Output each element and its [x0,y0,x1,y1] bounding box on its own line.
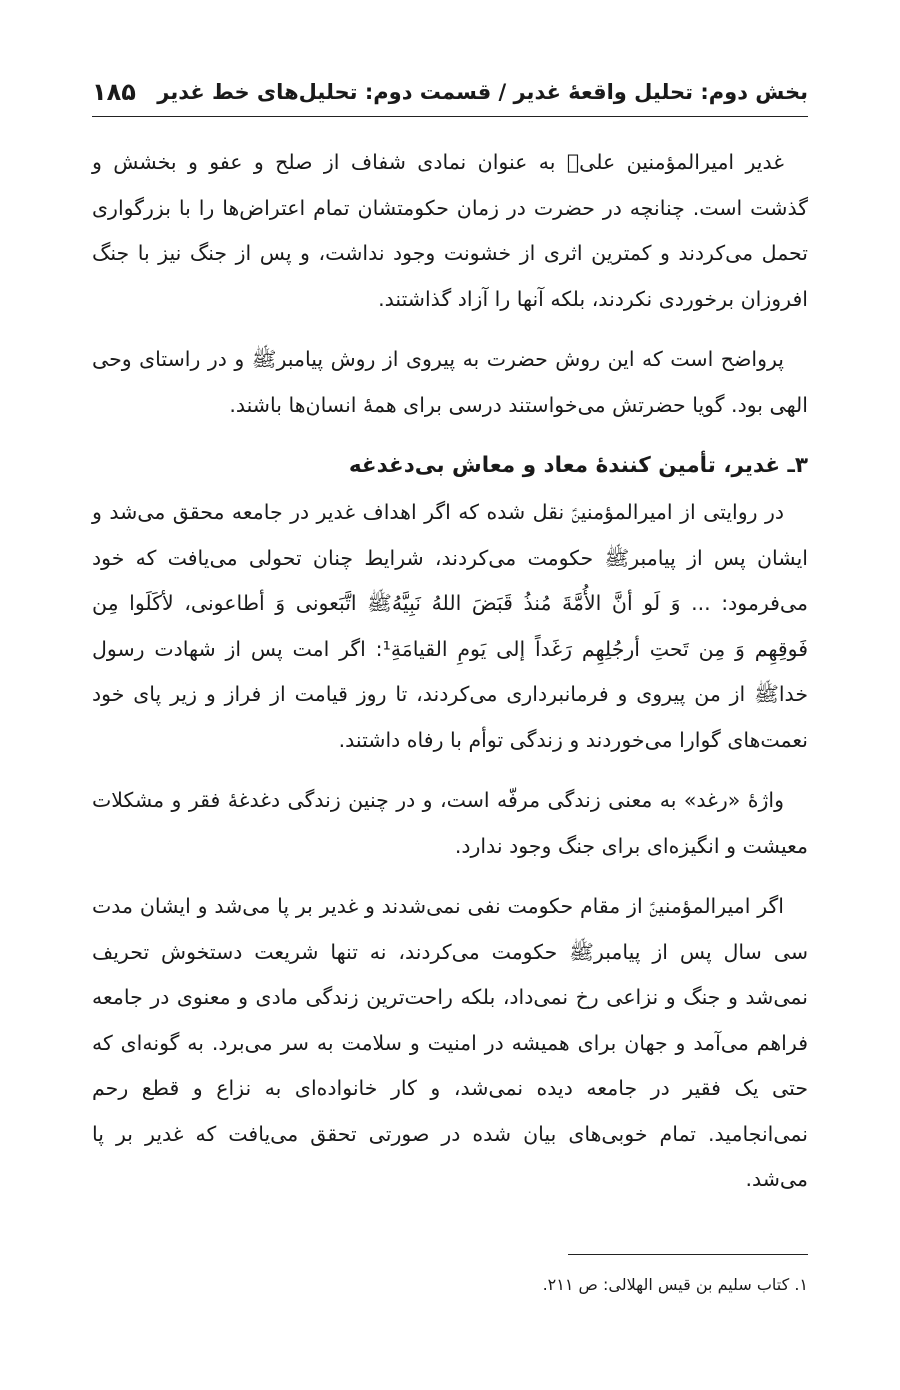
running-head: بخش دوم: تحلیل واقعهٔ غدیر / قسمت دوم: تحلیل‌های خط غدیر [157,80,808,104]
page-header [92,68,808,117]
footnote: ۱. کتاب سلیم بن قیس الهلالی: ص ۲۱۱. [542,1275,808,1294]
footnote-divider [568,1254,808,1255]
section-heading: ۳ـ غدیر، تأمین کنندهٔ معاد و معاش بی‌دغدغه [348,453,808,478]
paragraph: اگر امیرالمؤمنینؑ از مقام حکومت نفی نمی‌شدند و غدیر بر پا می‌شد و ایشان مدت سی سال پس از پیامبرﷺ حکومت می‌کردند، نه تنها شریعت دستخوش تحریف نمی‌شد و جنگ و نزاعی رخ نمی‌داد، بلکه راحت‌ترین زندگی مادی و معنوی در جامعه فراهم می‌آمد و جهان برای همیشه در امنیت و سلامت به سر می‌برد. به گونه‌ای که حتی یک فقیر در جامعه دیده نمی‌شد، و کار خانواده‌ای به نزاع و قطع رحم نمی‌انجامید. تمام خوبی‌های بیان شده در صورتی تحقق می‌یافت که غدیر بر پا می‌شد. [92,894,808,1191]
paragraph: در روایتی از امیرالمؤمنینؑ نقل شده که اگر اهداف غدیر در جامعه محقق می‌شد و ایشان پس از پیامبرﷺ حکومت می‌کردند، شرایط چنان تحولی می‌یافت که خود می‌فرمود: ... وَ لَو أنَّ الأُمَّةَ مُنذُ قَبَضَ اللهُ نَبِیَّهُﷺ اتَّبَعونی وَ أطاعونی، لأکَلَوا مِن فَوقِهِم وَ مِن تَحتِ أرجُلِهِم رَغَداً إلی یَومِ القیامَةِ¹: اگر امت پس از شهادت رسول خداﷺ از من پیروی و فرمانبرداری می‌کردند، تا روز قیامت از فراز و زیر پای خود نعمت‌های گوارا می‌خوردند و زندگی توأم با رفاه داشتند. [92,500,809,752]
page-number: ۱۸۵ [92,78,136,106]
paragraph: غدیر امیرالمؤمنین علیؑ به عنوان نمادی شفاف از صلح و عفو و بخشش و گذشت است. چنانچه در حضرت در زمان حکومتشان تمام اعتراض‌ها را با بزرگواری تحمل می‌کردند و کمترین اثری از خشونت وجود نداشت، و پس از جنگ نیز با جنگ افروزان برخوردی نکردند، بلکه آنها را آزاد گذاشتند. [92,150,808,311]
paragraph: پرواضح است که این روش حضرت به پیروی از روش پیامبرﷺ و در راستای وحی الهی بود. گویا حضرتش می‌خواستند درسی برای همهٔ انسان‌ها باشند. [92,347,808,417]
paragraph: واژهٔ «رغد» به معنی زندگی مرفّه است، و در چنین زندگی دغدغهٔ فقر و مشکلات معیشت و انگیزه‌ای برای جنگ وجود ندارد. [92,788,808,858]
body-text [92,140,808,1218]
